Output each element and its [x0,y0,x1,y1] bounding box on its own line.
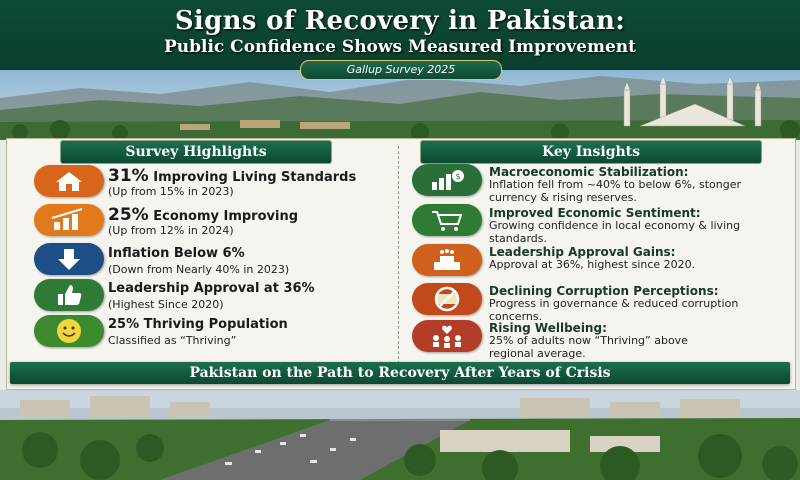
podium-icon [412,244,482,276]
city-highway-image [0,390,800,480]
footer-banner: Pakistan on the Path to Recovery After Years of Crisis [10,362,790,384]
insight-title: Declining Corruption Perceptions: [489,284,719,298]
no-bribe-icon [412,283,482,315]
survey-badge: Gallup Survey 2025 [300,60,502,80]
survey-highlights-heading: Survey Highlights [60,140,332,164]
thumbs-up-icon [34,279,104,311]
column-divider [398,146,399,364]
highlight-subtext: (Highest Since 2020) [108,298,224,311]
insight-text: Progress in governance & reduced corruption concerns. [489,297,739,323]
highlight-subtext: (Up from 12% in 2024) [108,224,234,237]
growth-chart-icon [34,204,104,236]
insight-text: Approval at 36%, highest since 2020. [489,258,696,271]
highlight-title: Leadership Approval at 36% [108,281,315,296]
money-chart-icon [412,164,482,196]
highlight-subtext: Classified as “Thriving” [108,334,237,347]
highlight-title: Inflation Below 6% [108,246,245,261]
insight-title: Leadership Approval Gains: [489,245,676,259]
community-heart-icon [412,320,482,352]
page-title: Signs of Recovery in Pakistan: [174,6,626,36]
highlight-title: 25% Thriving Population [108,317,288,332]
mountain-landscape-image [0,70,800,140]
highlight-subtext: (Up from 15% in 2023) [108,185,234,198]
insight-title: Rising Wellbeing: [489,321,607,335]
smiley-icon [34,315,104,347]
insight-text: Growing confidence in local economy & living standards. [489,219,741,245]
highlight-title: 31% Improving Living Standards [108,166,357,186]
key-insights-heading: Key Insights [420,140,762,164]
insight-title: Improved Economic Sentiment: [489,206,701,220]
insight-text: Inflation fell from ~40% to below 6%, stonger currency & rising reserves. [489,178,741,204]
page-subtitle: Public Confidence Shows Measured Improvement [163,37,637,57]
insight-title: Macroeconomic Stabilization: [489,165,689,179]
highlight-title: 25% Economy Improving [108,205,299,225]
house-icon [34,165,104,197]
shopping-cart-icon [412,204,482,236]
svg-text:$: $ [455,172,461,181]
insight-text: 25% of adults now “Thriving” above regional average. [489,334,688,360]
highlight-subtext: (Down from Nearly 40% in 2023) [108,263,290,276]
down-arrow-icon [34,243,104,275]
